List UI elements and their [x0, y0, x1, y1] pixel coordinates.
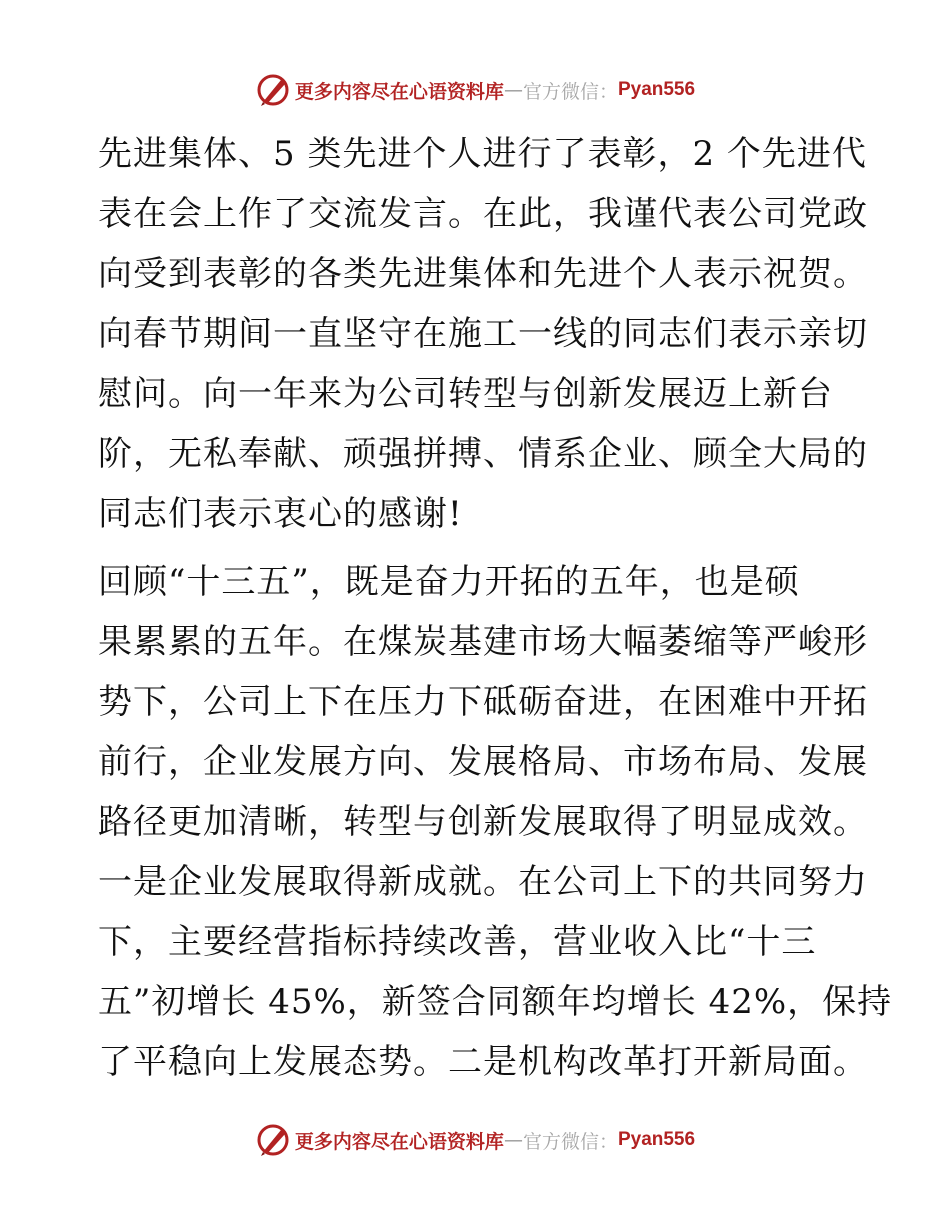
text-line: 一是企业发展取得新成就。在公司上下的共同努力 [98, 862, 868, 902]
watermark-main-text: 更多内容尽在心语资料库 [294, 1130, 504, 1153]
text-line: 表在会上作了交流发言。在此，我谨代表公司党政 [98, 194, 868, 234]
text-line: 势下，公司上下在压力下砥砺奋进，在困难中开拓 [98, 682, 868, 722]
text-line: 同志们表示衷心的感谢! [98, 494, 463, 534]
text-line: 向春节期间一直坚守在施工一线的同志们表示亲切 [98, 314, 868, 354]
text-line: 前行，企业发展方向、发展格局、市场布局、发展 [98, 742, 868, 782]
text-line: 向受到表彰的各类先进集体和先进个人表示祝贺。 [98, 254, 868, 294]
text-line: 回顾“十三五”，既是奋力开拓的五年，也是硕 [98, 562, 800, 602]
watermark-dash: — [503, 79, 523, 101]
paragraph [98, 552, 893, 1092]
document-body [98, 124, 893, 1092]
pen-logo-icon [255, 72, 291, 108]
text-line: 五”初增长 45%，新签合同额年均增长 42%，保持 [98, 982, 893, 1022]
text-line: 下，主要经营指标持续改善，营业收入比“十三 [98, 922, 817, 962]
header-watermark [0, 70, 950, 110]
watermark-wechat-id: Pyan556 [617, 79, 696, 100]
text-line: 慰问。向一年来为公司转型与创新发展迈上新台 [98, 374, 833, 414]
footer-watermark [0, 1120, 950, 1160]
paragraph [98, 124, 868, 544]
watermark-dash: — [503, 1129, 523, 1151]
watermark-wechat-id: Pyan556 [617, 1129, 696, 1150]
text-line: 阶，无私奉献、顽强拼搏、情系企业、顾全大局的 [98, 434, 868, 474]
pen-logo-icon [255, 1122, 291, 1158]
text-line: 了平稳向上发展态势。二是机构改革打开新局面。 [98, 1042, 868, 1082]
text-line: 先进集体、5 类先进个人进行了表彰，2 个先进代 [98, 134, 867, 174]
watermark-sub-text: 官方微信： [522, 80, 618, 103]
text-line: 路径更加清晰，转型与创新发展取得了明显成效。 [98, 802, 868, 842]
text-line: 果累累的五年。在煤炭基建市场大幅萎缩等严峻形 [98, 622, 868, 662]
watermark-main-text: 更多内容尽在心语资料库 [294, 80, 504, 103]
watermark-sub-text: 官方微信： [522, 1130, 618, 1153]
